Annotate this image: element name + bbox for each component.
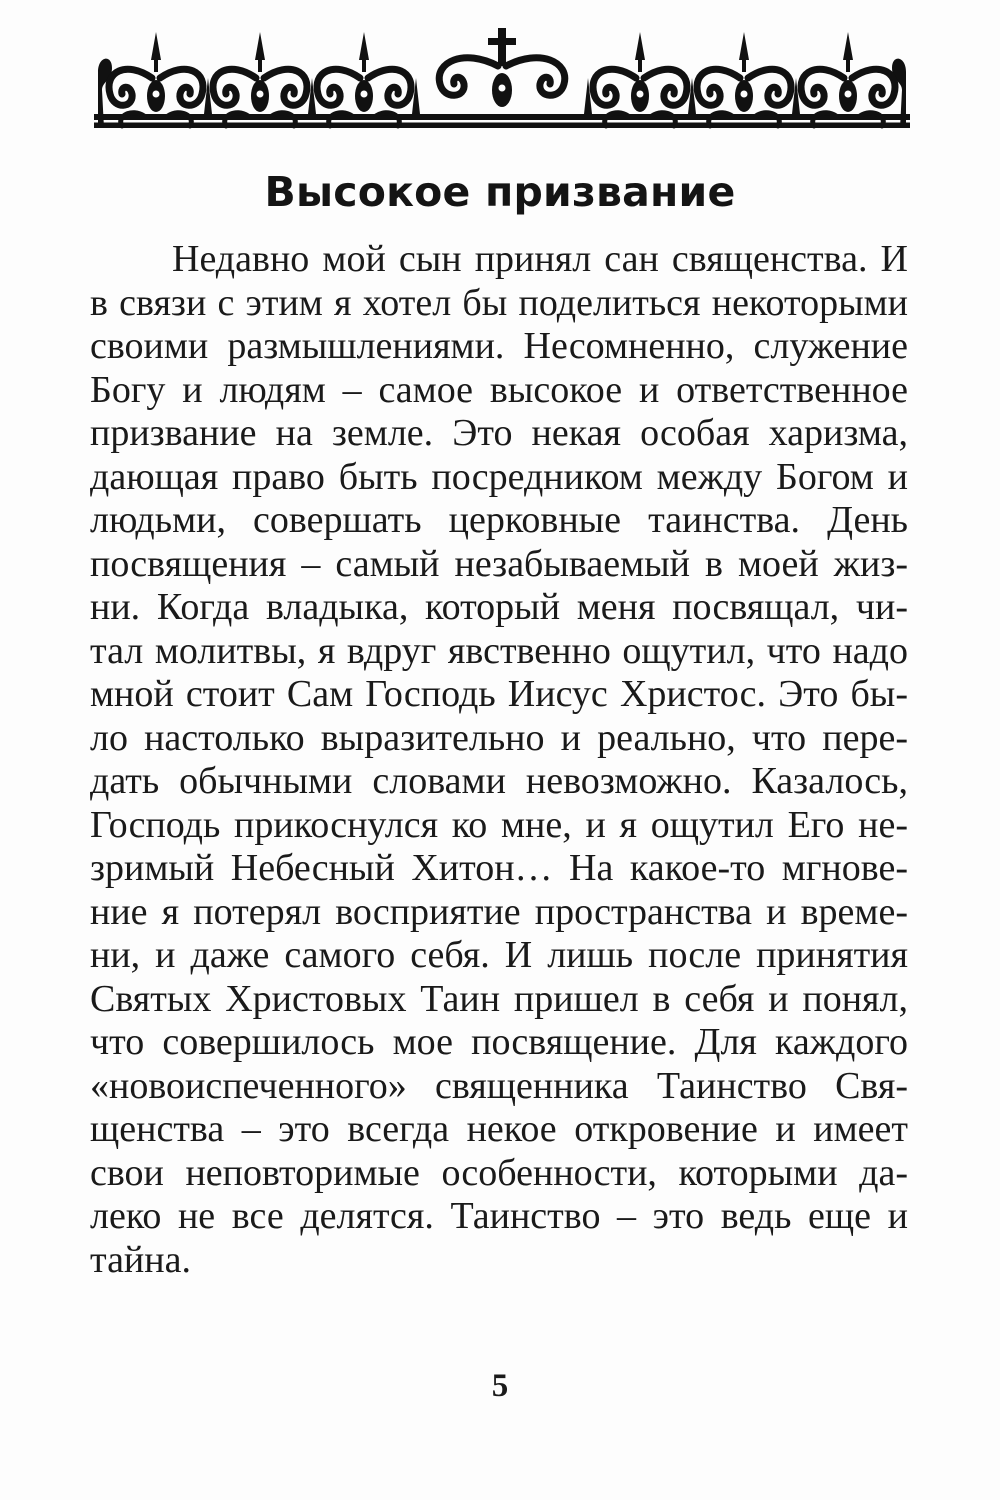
paragraph-line: ни. Когда владыка, который меня посвящал, чи- — [90, 586, 908, 628]
paragraph-line: тал молитвы, я вдруг явственно ощутил, что надо — [90, 629, 908, 672]
paragraph-line: что совершилось мое посвящение. Для каждого — [90, 1021, 908, 1063]
paragraph-line: призвание на земле. Это некая особая харизма, — [90, 412, 908, 454]
paragraph-line: Недавно мой сын принял сан священства. И — [172, 238, 908, 280]
paragraph-line: щенства – это всегда некое откровение и имеет — [90, 1108, 908, 1150]
paragraph-line: в связи с этим я хотел бы поделиться некоторыми — [90, 281, 908, 324]
paragraph-line: Господь прикоснулся ко мне, и я ощутил Его не- — [90, 803, 908, 846]
paragraph-line: дать обычными словами невозможно. Казалось, — [90, 760, 908, 802]
paragraph-line: леко не все делятся. Таинство – это ведь еще и — [90, 1195, 908, 1237]
paragraph-line: посвящения – самый незабываемый в моей жиз- — [90, 542, 908, 585]
paragraph-line: Святых Христовых Таин пришел в себя и понял, — [90, 977, 908, 1020]
paragraph-line: дающая право быть посредником между Богом и — [90, 455, 908, 498]
page-title: Высокое призвание — [264, 168, 736, 216]
paragraph-line: людьми, совершать церковные таинства. День — [90, 499, 908, 541]
paragraph-line: мной стоит Сам Господь Иисус Христос. Это бы- — [90, 673, 908, 715]
body-paragraph — [90, 238, 908, 1282]
paragraph-line: ние я потерял восприятие пространства и време- — [90, 890, 908, 933]
paragraph-line: «новоиспеченного» священника Таинство Свя- — [90, 1064, 908, 1107]
paragraph-line: ни, и даже самого себя. И лишь после принятия — [90, 934, 908, 976]
paragraph-line: своими размышлениями. Несомненно, служение — [90, 325, 908, 367]
paragraph-line: Богу и людям – самое высокое и ответственное — [90, 368, 908, 411]
paragraph-line: зримый Небесный Хитон… На какое-то мгнове- — [90, 847, 908, 889]
paragraph-line: тайна. — [90, 1238, 191, 1281]
paragraph-line: свои неповторимые особенности, которыми да- — [90, 1151, 908, 1194]
paragraph-line: ло настолько выразительно и реально, что пере- — [90, 716, 908, 759]
page-number: 5 — [491, 1368, 509, 1404]
floral-cross-border-icon — [94, 28, 910, 132]
